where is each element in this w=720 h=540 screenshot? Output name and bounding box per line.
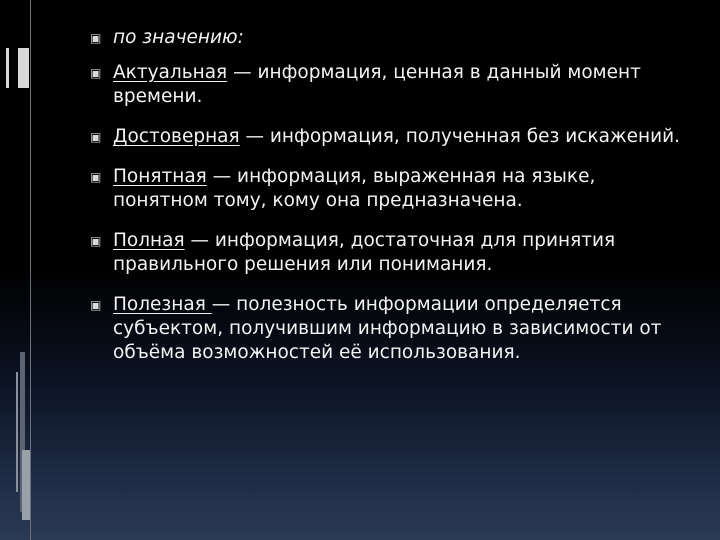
decorative-bar — [16, 372, 18, 492]
square-bullet-icon: ▣ — [90, 170, 102, 184]
list-item-term: Достоверная — [113, 126, 240, 147]
square-bullet-icon: ▣ — [90, 234, 102, 248]
list-item-text: — информация, достаточная для принятия правильного решения или понимания. — [113, 230, 616, 275]
decorative-bar — [22, 450, 30, 520]
decorative-vertical-line — [30, 0, 31, 540]
square-bullet-icon: ▣ — [90, 298, 102, 312]
list-item — [90, 125, 690, 149]
square-bullet-icon: ▣ — [90, 66, 102, 80]
list-item-text: — информация, полученная без искажений. — [239, 126, 681, 147]
list-item — [90, 61, 690, 109]
bullet-list — [90, 26, 690, 381]
list-item-term: Полная — [113, 230, 185, 251]
list-item-text: по значению: — [113, 27, 244, 48]
decorative-bar — [18, 48, 29, 88]
list-item-text: — информация, ценная в данный момент времени. — [113, 62, 641, 107]
list-item — [90, 293, 690, 365]
list-item-text: — информация, выраженная на языке, понятном тому, кому она предназначена. — [113, 166, 596, 211]
list-item-text: — полезность информации определяется субъектом, получившим информацию в зависимости от объёма возможностей её использования. — [113, 294, 662, 363]
list-item-term: Понятная — [113, 166, 207, 187]
list-item — [90, 165, 690, 213]
list-item-term: Актуальная — [113, 62, 228, 83]
list-item-heading — [90, 26, 690, 50]
list-item — [90, 229, 690, 277]
decorative-bar — [6, 48, 9, 88]
list-item-term: Полезная — [113, 294, 212, 315]
square-bullet-icon: ▣ — [90, 31, 102, 45]
square-bullet-icon: ▣ — [90, 130, 102, 144]
